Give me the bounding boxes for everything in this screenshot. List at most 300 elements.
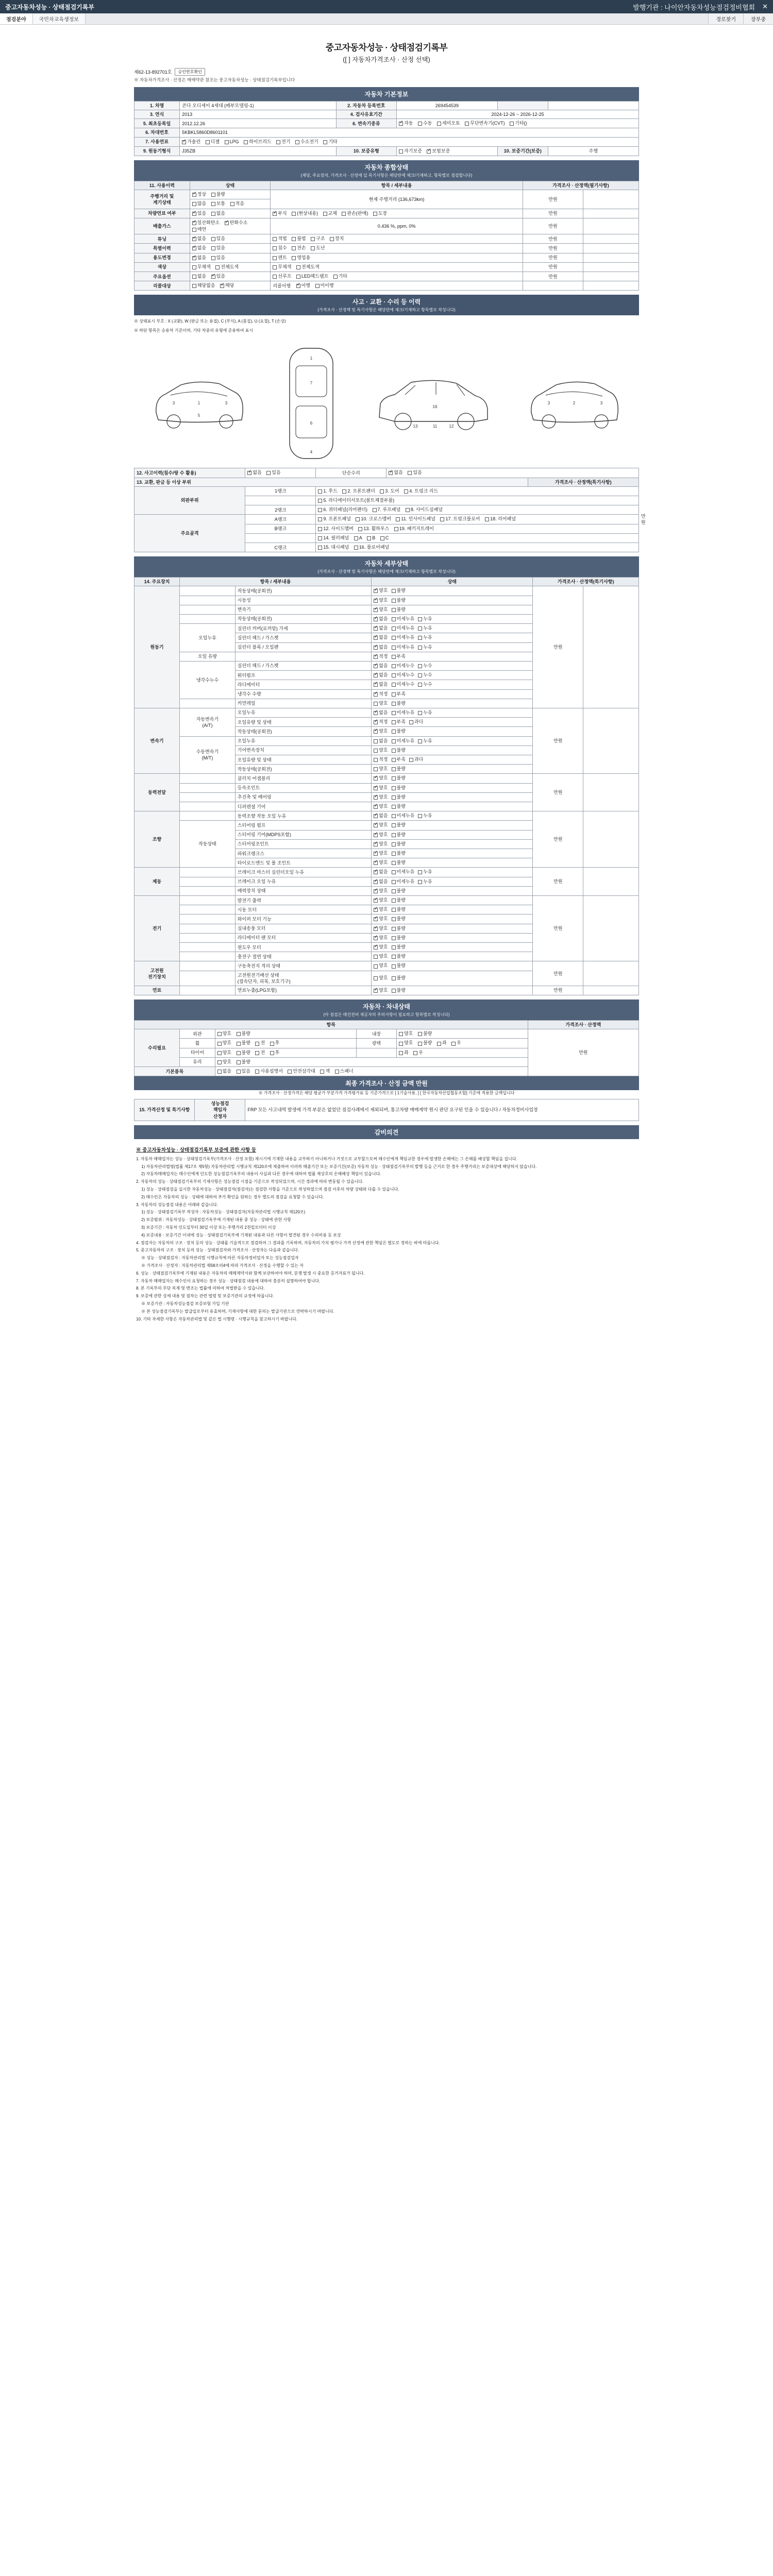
detail-item-state[interactable] bbox=[372, 718, 533, 727]
checkbox-rear-panel[interactable]: 18. 리어패널 bbox=[485, 516, 516, 522]
checkbox-recall-yes[interactable]: ✓ 해당 bbox=[220, 282, 234, 289]
checkbox-양호[interactable]: ✓ 양호 bbox=[374, 906, 388, 912]
checkbox-electric[interactable]: 전기 bbox=[276, 139, 290, 145]
checkbox-미세누유[interactable]: 미세누유 bbox=[392, 625, 415, 631]
detail-item-state[interactable] bbox=[372, 652, 533, 661]
checkbox-tire-right[interactable]: 우 bbox=[413, 1049, 423, 1056]
detail-item-state[interactable] bbox=[372, 745, 533, 755]
checkbox-양호[interactable]: ✓ 양호 bbox=[374, 775, 388, 781]
checkbox-exterior-good[interactable]: 양호 bbox=[217, 1030, 231, 1037]
checkbox-spanner[interactable]: 스패너 bbox=[335, 1068, 354, 1074]
checkbox-tuning-device[interactable]: 장치 bbox=[330, 235, 344, 242]
checkbox-flood[interactable]: 침수 bbox=[273, 245, 287, 251]
checkbox-불량[interactable]: 불량 bbox=[392, 975, 406, 981]
rank-items-1b[interactable] bbox=[316, 496, 639, 505]
checkbox-미세누유[interactable]: 미세누유 bbox=[392, 812, 415, 819]
checkbox-미세누유[interactable]: 미세누유 bbox=[392, 738, 415, 744]
checkbox-불량[interactable]: 불량 bbox=[392, 987, 406, 993]
row-state-interior[interactable] bbox=[397, 1029, 528, 1039]
checkbox-quarter-panel[interactable]: 6. 쿼터패널(리어팬더) bbox=[318, 506, 367, 513]
row-state-glass[interactable] bbox=[215, 1057, 528, 1066]
checkbox-누유[interactable]: 누유 bbox=[418, 644, 432, 650]
detail-item-state[interactable] bbox=[372, 971, 533, 986]
checkbox-양호[interactable]: 양호 bbox=[374, 975, 388, 981]
checkbox-radiator-support[interactable]: 5. 라디에이터서포트(볼트체결부품) bbox=[318, 497, 394, 503]
checkbox-hydrogen[interactable]: 수소전기 bbox=[295, 139, 318, 145]
checkbox-color-full2[interactable]: 전체도색 bbox=[296, 264, 320, 270]
checkbox-wheel-house[interactable]: 13. 휠하우스 bbox=[358, 526, 389, 532]
checkbox-package-tray[interactable]: 19. 패키지트레이 bbox=[394, 526, 434, 532]
detail-item-state[interactable] bbox=[372, 642, 533, 652]
row-state-vin-exist[interactable] bbox=[190, 209, 271, 218]
detail-item-state[interactable] bbox=[372, 596, 533, 605]
detail-item-state[interactable] bbox=[372, 821, 533, 830]
checkbox-dash-panel[interactable]: 15. 대시패널 bbox=[318, 544, 349, 550]
checkbox-replace[interactable]: 교체 bbox=[323, 210, 337, 216]
checkbox-양호[interactable]: 양호 bbox=[374, 766, 388, 772]
checkbox-damage[interactable]: 판손(판매) bbox=[342, 210, 368, 216]
checkbox-불량[interactable]: 불량 bbox=[392, 700, 406, 706]
field-value-model[interactable]: 콘다 오디세이 4세대 (페부모델링-1) bbox=[180, 101, 336, 110]
checkbox-불량[interactable]: 불량 bbox=[392, 953, 406, 959]
checkbox-polish-bad[interactable]: 불량 bbox=[418, 1040, 432, 1046]
checkbox-trunk-lid[interactable]: 4. 트렁크 리드 bbox=[404, 488, 438, 494]
detail-item-state[interactable] bbox=[372, 708, 533, 717]
checkbox-부족[interactable]: 부족 bbox=[392, 756, 406, 762]
checkbox-hybrid[interactable]: 하이브리드 bbox=[244, 139, 271, 145]
row-state-mileage[interactable] bbox=[190, 190, 271, 199]
checkbox-불량[interactable]: 불량 bbox=[392, 906, 406, 912]
checkbox-jack[interactable]: 잭 bbox=[320, 1068, 330, 1074]
detail-item-state[interactable] bbox=[372, 586, 533, 596]
checkbox-tuning-legal[interactable]: 적법 bbox=[273, 235, 287, 242]
checkbox-recall-notdone[interactable]: 미이행 bbox=[315, 282, 334, 289]
row-state-usechange[interactable] bbox=[190, 253, 271, 262]
checkbox-미세누유[interactable]: 미세누유 bbox=[392, 869, 415, 875]
checkbox-smoke[interactable]: 매연 bbox=[192, 226, 206, 232]
checkbox-state-desc[interactable]: (현상내용) bbox=[292, 210, 318, 216]
detail-item-state[interactable] bbox=[372, 783, 533, 792]
checkbox-누유[interactable]: 누유 bbox=[418, 634, 432, 640]
checkbox-불량[interactable]: 불량 bbox=[392, 897, 406, 903]
checkbox-special-none[interactable]: ✓ 없음 bbox=[192, 245, 206, 251]
checkbox-없음[interactable]: ✓ 없음 bbox=[374, 672, 388, 678]
row-state-special[interactable] bbox=[190, 244, 271, 253]
checkbox-hood[interactable]: 1. 후드 bbox=[318, 488, 337, 494]
detail-item-state[interactable] bbox=[372, 680, 533, 689]
checkbox-불량[interactable]: 불량 bbox=[392, 935, 406, 941]
checkbox-양호[interactable]: ✓ 양호 bbox=[374, 822, 388, 828]
checkbox-mileage-many[interactable]: 많음 bbox=[192, 200, 206, 207]
checkbox-부족[interactable]: 부족 bbox=[392, 653, 406, 659]
checkbox-diesel[interactable]: 디젤 bbox=[206, 139, 220, 145]
rank-items-b[interactable] bbox=[316, 524, 639, 533]
checkbox-양호[interactable]: 양호 bbox=[374, 953, 388, 959]
checkbox-roof-panel[interactable]: 7. 루프패널 bbox=[373, 506, 401, 513]
row-detail-color[interactable] bbox=[271, 262, 523, 272]
checkbox-불량[interactable]: 불량 bbox=[392, 859, 406, 866]
checkbox-theft[interactable]: 도난 bbox=[311, 245, 325, 251]
checkbox-total-loss[interactable]: 전손 bbox=[292, 245, 306, 251]
checkbox-양호[interactable]: ✓ 양호 bbox=[374, 606, 388, 613]
checkbox-불량[interactable]: 불량 bbox=[392, 785, 406, 791]
checkbox-미세누유[interactable]: 미세누유 bbox=[392, 644, 415, 650]
checkbox-glass-bad[interactable]: 불량 bbox=[237, 1059, 250, 1065]
checkbox-options-none[interactable]: 없음 bbox=[192, 273, 206, 279]
checkbox-mileage-good[interactable]: ✓ 정상 bbox=[192, 191, 206, 197]
detail-item-state[interactable] bbox=[372, 868, 533, 877]
close-icon[interactable]: ✕ bbox=[762, 3, 768, 10]
checkbox-led[interactable]: LED헤드램프 bbox=[296, 273, 328, 279]
detail-item-state[interactable] bbox=[372, 858, 533, 868]
checkbox-mileage-few[interactable]: 적음 bbox=[230, 200, 244, 207]
detail-item-state[interactable] bbox=[372, 633, 533, 642]
checkbox-mileage-normal[interactable]: 보통 bbox=[211, 200, 225, 207]
row-state-polish[interactable] bbox=[397, 1039, 528, 1048]
checkbox-exterior-bad[interactable]: 불량 bbox=[237, 1030, 250, 1037]
checkbox-options-yes[interactable]: ✓ 있음 bbox=[211, 273, 225, 279]
detail-item-state[interactable] bbox=[372, 961, 533, 971]
detail-item-state[interactable] bbox=[372, 755, 533, 764]
checkbox-special-yes[interactable]: 있음 bbox=[211, 245, 225, 251]
checkbox-누유[interactable]: 누유 bbox=[418, 869, 432, 875]
row-value-price-note[interactable]: FRP 모든 사고내역 발생에 가격 부분은 없었던 점검사례에서 제외되며, 통고차량 매매계약 원시 판단 요구된 인을 수 있습니다 / 자동차정비사업장 bbox=[245, 1099, 639, 1121]
tab-education-info[interactable]: 국민차교육생정보 bbox=[33, 13, 86, 24]
checkbox-적정[interactable]: ✓ 적정 bbox=[374, 691, 388, 697]
detail-item-state[interactable] bbox=[372, 839, 533, 849]
row-state-color[interactable] bbox=[190, 262, 271, 272]
field-value-first-reg[interactable]: 2012.12.26 bbox=[180, 119, 336, 128]
checkbox-wheel-bad[interactable]: 불량 bbox=[237, 1040, 250, 1046]
checkbox-누유[interactable]: 누유 bbox=[418, 616, 432, 622]
checkbox-corrosion[interactable]: ✓ 부식 bbox=[273, 210, 287, 216]
checkbox-양호[interactable]: 양호 bbox=[374, 747, 388, 753]
row-detail-special[interactable] bbox=[271, 244, 523, 253]
checkbox-양호[interactable]: ✓ 양호 bbox=[374, 859, 388, 866]
checkbox-paint[interactable]: 도장 bbox=[373, 210, 387, 216]
checkbox-tuning-illegal[interactable]: 불법 bbox=[292, 235, 306, 242]
checkbox-양호[interactable]: ✓ 양호 bbox=[374, 987, 388, 993]
checkbox-누유[interactable]: 누유 bbox=[418, 812, 432, 819]
checkbox-양호[interactable]: ✓ 양호 bbox=[374, 916, 388, 922]
checkbox-불량[interactable]: 불량 bbox=[392, 775, 406, 781]
detail-item-state[interactable] bbox=[372, 952, 533, 961]
checkbox-pillar-panel[interactable]: 14. 필러패널 bbox=[318, 535, 349, 541]
rank-items-2[interactable] bbox=[316, 505, 639, 515]
checkbox-interior-bad[interactable]: 불량 bbox=[418, 1030, 432, 1037]
checkbox-pillar-b[interactable]: B bbox=[367, 535, 375, 541]
checkbox-auto[interactable]: ✓ 자동 bbox=[399, 120, 413, 126]
checkbox-불량[interactable]: 불량 bbox=[392, 803, 406, 809]
checkbox-미세누유[interactable]: 미세누유 bbox=[392, 878, 415, 885]
checkbox-polish-good[interactable]: 양호 bbox=[399, 1040, 413, 1046]
checkbox-side-sill[interactable]: 8. 사이드실패널 bbox=[406, 506, 443, 513]
checkbox-sunroof[interactable]: 선루프 bbox=[273, 273, 291, 279]
checkbox-rental[interactable]: 렌트 bbox=[273, 255, 287, 261]
checkbox-tire-rear[interactable]: 후 bbox=[270, 1049, 280, 1056]
row-detail-vin-exist[interactable] bbox=[271, 209, 523, 218]
row-state-tire-pos[interactable] bbox=[397, 1048, 528, 1057]
row-detail-recall[interactable] bbox=[271, 281, 523, 291]
row-state-wheel[interactable] bbox=[215, 1039, 356, 1048]
detail-item-state[interactable] bbox=[372, 896, 533, 905]
row-state-exterior[interactable] bbox=[215, 1029, 356, 1039]
checkbox-양호[interactable]: ✓ 양호 bbox=[374, 794, 388, 800]
checkbox-fuel-other[interactable]: 기타 bbox=[323, 139, 337, 145]
detail-item-state[interactable] bbox=[372, 792, 533, 802]
checkbox-manual[interactable]: 수동 bbox=[418, 120, 432, 126]
checkbox-미세누수[interactable]: 미세누수 bbox=[392, 663, 415, 669]
checkbox-없음[interactable]: ✓ 없음 bbox=[374, 869, 388, 875]
field-value-engine-type[interactable]: J35ZB bbox=[180, 146, 336, 156]
row-detail-tuning[interactable] bbox=[271, 234, 523, 244]
detail-item-state[interactable] bbox=[372, 933, 533, 942]
checkbox-co[interactable]: ✓ 일산화탄소 bbox=[192, 219, 220, 226]
checkbox-color-mono2[interactable]: 무채색 bbox=[273, 264, 291, 270]
detail-item-state[interactable] bbox=[372, 727, 533, 736]
checkbox-양호[interactable]: ✓ 양호 bbox=[374, 850, 388, 856]
checkbox-양호[interactable]: ✓ 양호 bbox=[374, 832, 388, 838]
detail-item-state[interactable] bbox=[372, 877, 533, 886]
checkbox-미세누수[interactable]: 미세누수 bbox=[392, 681, 415, 687]
detail-item-state[interactable] bbox=[372, 765, 533, 774]
detail-item-state[interactable] bbox=[372, 914, 533, 924]
field-value-transmission[interactable] bbox=[397, 119, 639, 128]
checkbox-미세누유[interactable]: 미세누유 bbox=[392, 709, 415, 716]
row-state-accident-history[interactable] bbox=[245, 468, 316, 478]
checkbox-미세누유[interactable]: 미세누유 bbox=[392, 616, 415, 622]
detail-item-state[interactable] bbox=[372, 614, 533, 623]
checkbox-color-full[interactable]: 전체도색 bbox=[215, 264, 239, 270]
checkbox-양호[interactable]: ✓ 양호 bbox=[374, 803, 388, 809]
detail-item-state[interactable] bbox=[372, 689, 533, 699]
checkbox-불량[interactable]: 불량 bbox=[392, 587, 406, 594]
checkbox-누수[interactable]: 누수 bbox=[418, 672, 432, 678]
checkbox-front-panel[interactable]: 9. 프론트패널 bbox=[318, 516, 350, 522]
checkbox-color-mono[interactable]: 무채색 bbox=[192, 264, 211, 270]
detail-item-state[interactable] bbox=[372, 624, 533, 633]
checkbox-polish-right[interactable]: 우 bbox=[451, 1040, 461, 1046]
field-value-plate[interactable]: 269454539 bbox=[397, 101, 498, 110]
checkbox-없음[interactable]: 없음 bbox=[374, 738, 388, 744]
detail-item-state[interactable] bbox=[372, 849, 533, 858]
checkbox-repair-none[interactable]: ✓ 없음 bbox=[389, 469, 402, 476]
checkbox-불량[interactable]: 불량 bbox=[392, 832, 406, 838]
checkbox-누수[interactable]: 누수 bbox=[418, 663, 432, 669]
checkbox-interior-good[interactable]: 양호 bbox=[399, 1030, 413, 1037]
checkbox-door[interactable]: 3. 도어 bbox=[380, 488, 399, 494]
checkbox-없음[interactable]: ✓ 없음 bbox=[374, 709, 388, 716]
rank-items-1[interactable] bbox=[316, 486, 639, 496]
row-state-emission[interactable] bbox=[190, 218, 271, 234]
checkbox-불량[interactable]: 불량 bbox=[392, 841, 406, 847]
checkbox-양호[interactable]: ✓ 양호 bbox=[374, 925, 388, 931]
checkbox-accident-yes[interactable]: 있음 bbox=[266, 469, 280, 476]
detail-item-state[interactable] bbox=[372, 905, 533, 914]
checkbox-vin-no[interactable]: 없음 bbox=[211, 210, 225, 216]
checkbox-불량[interactable]: 불량 bbox=[392, 925, 406, 931]
rank-items-c[interactable] bbox=[316, 543, 639, 552]
detail-item-state[interactable] bbox=[372, 986, 533, 995]
checkbox-glass-good[interactable]: 양호 bbox=[217, 1059, 231, 1065]
detail-item-state[interactable] bbox=[372, 699, 533, 708]
checkbox-tuning-yes[interactable]: 있음 bbox=[211, 235, 225, 242]
checkbox-양호[interactable]: 양호 bbox=[374, 700, 388, 706]
checkbox-inside-panel[interactable]: 11. 인사이드패널 bbox=[396, 516, 435, 522]
checkbox-미세누수[interactable]: 미세누수 bbox=[392, 672, 415, 678]
checkbox-불량[interactable]: 불량 bbox=[392, 916, 406, 922]
detail-item-state[interactable] bbox=[372, 830, 533, 839]
field-value-year[interactable]: 2013 bbox=[180, 110, 336, 119]
detail-item-state[interactable] bbox=[372, 886, 533, 895]
checkbox-양호[interactable]: 양호 bbox=[374, 962, 388, 969]
row-state-options[interactable] bbox=[190, 272, 271, 281]
checkbox-적정[interactable]: ✓ 적정 bbox=[374, 719, 388, 725]
checkbox-wheel-good[interactable]: 양호 bbox=[217, 1040, 231, 1046]
checkbox-누유[interactable]: 누유 bbox=[418, 625, 432, 631]
detail-item-state[interactable] bbox=[372, 671, 533, 680]
checkbox-불량[interactable]: 불량 bbox=[392, 944, 406, 950]
checkbox-tire-front[interactable]: 전 bbox=[255, 1049, 265, 1056]
checkbox-side-member[interactable]: 12. 사이드멤버 bbox=[318, 526, 353, 532]
checkbox-usechange-yes[interactable]: 있음 bbox=[211, 255, 225, 261]
checkbox-불량[interactable]: 불량 bbox=[392, 850, 406, 856]
checkbox-부족[interactable]: 부족 bbox=[392, 719, 406, 725]
checkbox-cvt[interactable]: 무단변속기(CVT) bbox=[465, 120, 505, 126]
checkbox-양호[interactable]: ✓ 양호 bbox=[374, 728, 388, 734]
checkbox-polish-left[interactable]: 좌 bbox=[437, 1040, 447, 1046]
checkbox-양호[interactable]: ✓ 양호 bbox=[374, 841, 388, 847]
checkbox-적정[interactable]: ✓ 적정 bbox=[374, 653, 388, 659]
checkbox-과다[interactable]: 과다 bbox=[409, 719, 423, 725]
checkbox-tuning-none[interactable]: ✓ 없음 bbox=[192, 235, 206, 242]
checkbox-불량[interactable]: 불량 bbox=[392, 794, 406, 800]
checkbox-불량[interactable]: 불량 bbox=[392, 597, 406, 603]
checkbox-양호[interactable]: ✓ 양호 bbox=[374, 944, 388, 950]
checkbox-불량[interactable]: 불량 bbox=[392, 747, 406, 753]
rank-items-a[interactable] bbox=[316, 515, 639, 524]
checkbox-basic-yes[interactable]: 있음 bbox=[237, 1068, 250, 1074]
checkbox-floor-panel[interactable]: 16. 플로어패널 bbox=[354, 544, 389, 550]
checkbox-부족[interactable]: 부족 bbox=[392, 691, 406, 697]
checkbox-양호[interactable]: ✓ 양호 bbox=[374, 597, 388, 603]
checkbox-tuning-structure[interactable]: 구조 bbox=[311, 235, 325, 242]
checkbox-불량[interactable]: 불량 bbox=[392, 766, 406, 772]
checkbox-other-trans[interactable]: 기타() bbox=[510, 120, 527, 126]
checkbox-불량[interactable]: 불량 bbox=[392, 606, 406, 613]
checkbox-양호[interactable]: ✓ 양호 bbox=[374, 785, 388, 791]
checkbox-누수[interactable]: 누수 bbox=[418, 681, 432, 687]
checkbox-불량[interactable]: 불량 bbox=[392, 822, 406, 828]
checkbox-없음[interactable]: ✓ 없음 bbox=[374, 681, 388, 687]
checkbox-recall-done[interactable]: ✓ 이행 bbox=[296, 282, 310, 289]
checkbox-cross-member[interactable]: 10. 크로스멤버 bbox=[356, 516, 391, 522]
checkbox-누유[interactable]: 누유 bbox=[418, 709, 432, 716]
checkbox-vin-yes[interactable]: ✓ 있음 bbox=[192, 210, 206, 216]
detail-item-state[interactable] bbox=[372, 736, 533, 745]
row-state-recall[interactable] bbox=[190, 281, 271, 291]
row-state-simple-repair[interactable] bbox=[386, 468, 638, 478]
checkbox-front-fender[interactable]: 2. 프론트팬더 bbox=[342, 488, 375, 494]
checkbox-없음[interactable]: ✓ 없음 bbox=[374, 634, 388, 640]
checkbox-과다[interactable]: 과다 bbox=[409, 756, 423, 762]
checkbox-pillar-c[interactable]: C bbox=[380, 535, 389, 541]
field-value-warranty[interactable] bbox=[397, 146, 498, 156]
checkbox-mileage-bad[interactable]: 불량 bbox=[211, 191, 225, 197]
checkbox-누유[interactable]: 누유 bbox=[418, 738, 432, 744]
checkbox-semiauto[interactable]: 세미오토 bbox=[437, 120, 460, 126]
checkbox-양호[interactable]: ✓ 양호 bbox=[374, 888, 388, 894]
rank-items-b2[interactable] bbox=[316, 533, 639, 543]
ledger-button[interactable]: 장부중 bbox=[743, 13, 773, 24]
checkbox-commercial[interactable]: 영업용 bbox=[292, 255, 310, 261]
checkbox-insurance-warranty[interactable]: ✓ 보험보증 bbox=[427, 148, 450, 154]
checkbox-불량[interactable]: 불량 bbox=[392, 962, 406, 969]
field-value-warranty-period[interactable]: 주행 bbox=[548, 146, 638, 156]
row-state-basic-items[interactable] bbox=[215, 1067, 528, 1076]
tab-inspection[interactable]: 점검분야 bbox=[0, 13, 33, 24]
checkbox-없음[interactable]: ✓ 없음 bbox=[374, 878, 388, 885]
checkbox-없음[interactable]: ✓ 없음 bbox=[374, 644, 388, 650]
checkbox-양호[interactable]: ✓ 양호 bbox=[374, 935, 388, 941]
row-state-mileage-sub[interactable] bbox=[190, 199, 271, 209]
route-button[interactable]: 경로찾기 bbox=[708, 13, 743, 24]
checkbox-self-warranty[interactable]: 자기보증 bbox=[399, 148, 422, 154]
checkbox-triangle[interactable]: 안전삼각대 bbox=[288, 1068, 315, 1074]
detail-item-state[interactable] bbox=[372, 802, 533, 811]
detail-item-state[interactable] bbox=[372, 811, 533, 821]
checkbox-recall-none[interactable]: 해당없음 bbox=[192, 282, 215, 289]
checkbox-불량[interactable]: 불량 bbox=[392, 728, 406, 734]
detail-item-state[interactable] bbox=[372, 774, 533, 783]
checkbox-wheel-rear[interactable]: 후 bbox=[270, 1040, 280, 1046]
detail-item-state[interactable] bbox=[372, 661, 533, 670]
checkbox-양호[interactable]: ✓ 양호 bbox=[374, 897, 388, 903]
checkbox-hc[interactable]: ✓ 탄화수소 bbox=[225, 219, 248, 226]
row-state-tire[interactable] bbox=[215, 1048, 356, 1057]
checkbox-repair-yes[interactable]: 있음 bbox=[408, 469, 422, 476]
row-detail-options[interactable] bbox=[271, 272, 523, 281]
checkbox-없음[interactable]: ✓ 없음 bbox=[374, 812, 388, 819]
checkbox-gasoline[interactable]: ✓ 가솔린 bbox=[182, 139, 200, 145]
checkbox-양호[interactable]: ✓ 양호 bbox=[374, 587, 388, 594]
field-value-inspection-period[interactable]: 2024-12-26 ~ 2026-12-25 bbox=[397, 110, 639, 119]
checkbox-pillar-a[interactable]: A bbox=[354, 535, 362, 541]
checkbox-opt-other[interactable]: 기타 bbox=[333, 273, 347, 279]
row-detail-usechange[interactable] bbox=[271, 253, 523, 262]
field-value-vin[interactable]: 5KBKL5860D8601101 bbox=[180, 128, 639, 137]
row-state-tuning[interactable] bbox=[190, 234, 271, 244]
checkbox-누유[interactable]: 누유 bbox=[418, 878, 432, 885]
checkbox-lpg[interactable]: LPG bbox=[225, 139, 239, 145]
detail-item-state[interactable] bbox=[372, 924, 533, 933]
checkbox-없음[interactable]: ✓ 없음 bbox=[374, 663, 388, 669]
checkbox-tire-left[interactable]: 좌 bbox=[399, 1049, 409, 1056]
checkbox-미세누유[interactable]: 미세누유 bbox=[392, 634, 415, 640]
checkbox-적정[interactable]: 적정 bbox=[374, 756, 388, 762]
checkbox-usechange-none[interactable]: ✓ 없음 bbox=[192, 255, 206, 261]
checkbox-없음[interactable]: ✓ 없음 bbox=[374, 616, 388, 622]
checkbox-없음[interactable]: ✓ 없음 bbox=[374, 625, 388, 631]
checkbox-trunk-floor[interactable]: 17. 트렁크플로어 bbox=[440, 516, 480, 522]
checkbox-wheel-front[interactable]: 전 bbox=[255, 1040, 265, 1046]
checkbox-tire-bad[interactable]: 불량 bbox=[237, 1049, 250, 1056]
detail-item-state[interactable] bbox=[372, 943, 533, 952]
checkbox-불량[interactable]: 불량 bbox=[392, 888, 406, 894]
checkbox-manual-book[interactable]: 사용설명서 bbox=[255, 1068, 282, 1074]
checkbox-tire-good[interactable]: 양호 bbox=[217, 1049, 231, 1056]
checkbox-basic-none[interactable]: 없음 bbox=[217, 1068, 231, 1074]
